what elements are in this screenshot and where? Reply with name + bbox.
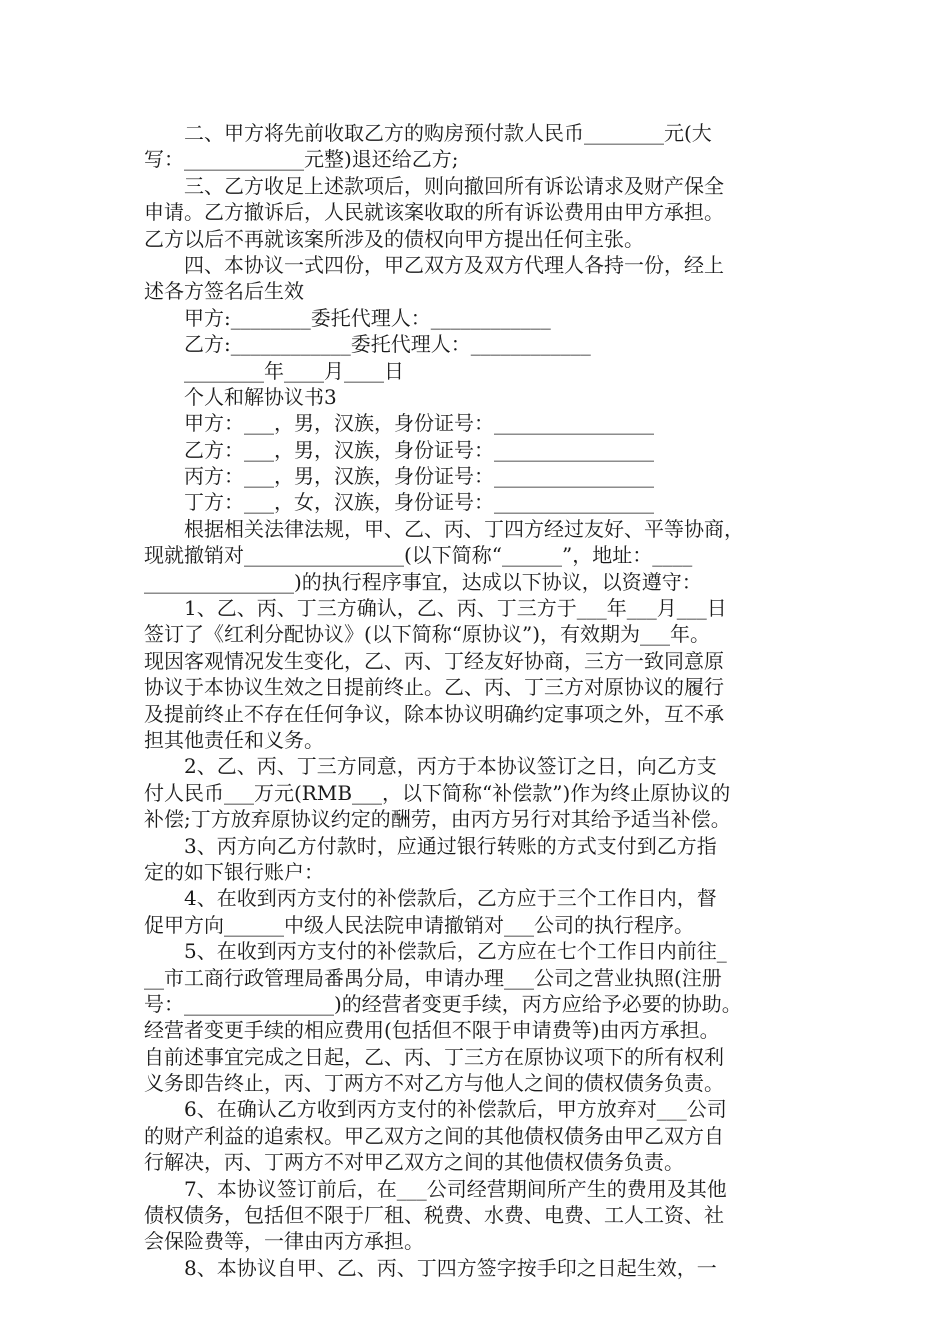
text-line: 三、乙方收足上述款项后，则向撤回所有诉讼请求及财产保全 <box>144 173 724 198</box>
text-line: 担其他责任和义务。 <box>144 727 324 752</box>
text-line: 号：_______________)的经营者变更手续，丙方应给予必要的协助。 <box>144 991 742 1016</box>
text-line: 6、在确认乙方收到丙方支付的补偿款后，甲方放弃对___公司 <box>144 1097 727 1122</box>
text-line: 签订了《红利分配协议》(以下简称“原协议”)，有效期为___年。 <box>144 622 711 647</box>
text-line: 乙方：___，男，汉族，身份证号：________________ <box>144 437 654 462</box>
text-line: 4、在收到丙方支付的补偿款后，乙方应于三个工作日内，督 <box>144 886 717 911</box>
text-line: 现就撤销对________________(以下简称“______”，地址：____ <box>144 543 693 568</box>
text-line: 及提前终止不存在任何争议，除本协议明确约定事项之外，互不承 <box>144 701 724 726</box>
text-line: 付人民币___万元(RMB___，以下简称“补偿款”)作为终止原协议的 <box>144 780 731 805</box>
text-line: 2、乙、丙、丁三方同意，丙方于本协议签订之日，向乙方支 <box>144 754 717 779</box>
text-line: 7、本协议签订前后，在___公司经营期间所产生的费用及其他 <box>144 1176 727 1201</box>
text-line: __市工商行政管理局番禺分局，申请办理___公司之营业执照(注册 <box>144 965 722 990</box>
text-line: 个人和解协议书3 <box>144 384 337 409</box>
text-line: 会保险费等，一律由丙方承担。 <box>144 1229 424 1254</box>
text-line: 甲方:________委托代理人：____________ <box>144 305 551 330</box>
text-line: 3、丙方向乙方付款时，应通过银行转账的方式支付到乙方指 <box>144 833 717 858</box>
text-line: 促甲方向______中级人民法院申请撤销对___公司的执行程序。 <box>144 912 694 937</box>
text-line: 行解决，丙、丁两方不对甲乙双方之间的其他债权债务负责。 <box>144 1150 684 1175</box>
text-line: 8、本协议自甲、乙、丙、丁四方签字按手印之日起生效，一 <box>144 1255 717 1280</box>
text-line: 1、乙、丙、丁三方确认，乙、丙、丁三方于___年___月___日 <box>144 596 727 621</box>
text-line: 协议于本协议生效之日提前终止。乙、丙、丁三方对原协议的履行 <box>144 675 724 700</box>
text-line: 根据相关法律法规，甲、乙、丙、丁四方经过友好、平等协商， <box>144 516 744 541</box>
text-line: 四、本协议一式四份，甲乙双方及双方代理人各持一份，经上 <box>144 252 724 277</box>
text-line: 写：____________元整)退还给乙方; <box>144 147 459 172</box>
text-line: 甲方：___，男，汉族，身份证号：________________ <box>144 411 654 436</box>
text-line: 债权债务，包括但不限于厂租、税费、水费、电费、工人工资、社 <box>144 1203 724 1228</box>
text-line: ________年____月____日 <box>144 358 404 383</box>
text-line: 丙方：___，男，汉族，身份证号：________________ <box>144 464 654 489</box>
text-line: 的财产利益的追索权。甲乙双方之间的其他债权债务由甲乙双方自 <box>144 1123 724 1148</box>
text-line: 5、在收到丙方支付的补偿款后，乙方应在七个工作日内前往_ <box>144 939 727 964</box>
text-line: 乙方以后不再就该案所涉及的债权向甲方提出任何主张。 <box>144 226 644 251</box>
document-body <box>144 120 814 1281</box>
text-line: 自前述事宜完成之日起，乙、丙、丁三方在原协议项下的所有权利 <box>144 1044 724 1069</box>
text-line: 义务即告终止，丙、丁两方不对乙方与他人之间的债权债务负责。 <box>144 1071 724 1096</box>
text-line: 申请。乙方撤诉后，人民就该案收取的所有诉讼费用由甲方承担。 <box>144 200 724 225</box>
text-line: 丁方：___，女，汉族，身份证号：________________ <box>144 490 654 515</box>
text-line: 经营者变更手续的相应费用(包括但不限于申请费等)由丙方承担。 <box>144 1018 720 1043</box>
text-line: 定的如下银行账户： <box>144 859 324 884</box>
text-line: 补偿;丁方放弃原协议约定的酬劳，由丙方另行对其给予适当补偿。 <box>144 807 731 832</box>
text-line: 述各方签名后生效 <box>144 279 304 304</box>
text-line: 二、甲方将先前收取乙方的购房预付款人民币________元(大 <box>144 121 712 145</box>
text-line: _______________)的执行程序事宜，达成以下协议，以资遵守： <box>144 569 702 594</box>
text-line: 现因客观情况发生变化，乙、丙、丁经友好协商，三方一致同意原 <box>144 648 724 673</box>
text-line: 乙方:____________委托代理人：____________ <box>144 332 591 357</box>
